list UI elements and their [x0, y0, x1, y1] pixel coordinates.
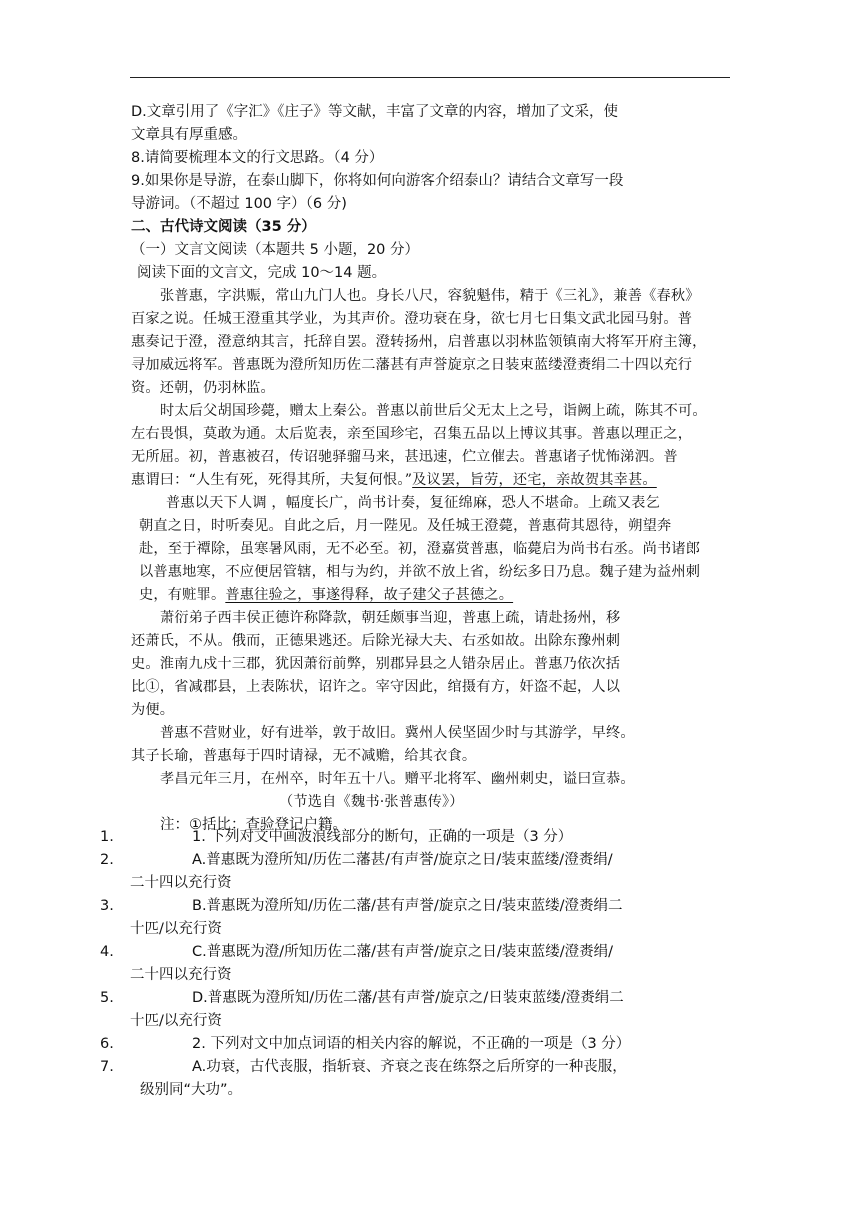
passage-line: 寻加威远将军。普惠既为澄所知历佐二藩甚有声誉旋京之日装束蓝缕澄赉绢二十四以充行	[131, 357, 693, 373]
list-number: 7.	[100, 1059, 114, 1075]
passage-note: 注：①括比：查验登记户籍。	[160, 817, 347, 833]
question-9-line2: 导游词。（不超过 100 字）（6 分)	[131, 196, 347, 212]
passage-line: 以普惠地寒，不应便居管辖，相与为约，并欲不放上省，纷纭多日乃息。魏子建为益州刺	[139, 564, 701, 580]
list-item	[100, 826, 740, 849]
list-number: 1.	[100, 829, 114, 845]
passage-line: 比①，省减郡县，上表陈状，诏许之。宰守因此，绾摄有方，奸盗不起，人以	[131, 679, 621, 695]
passage-line: 萧衍弟子西丰侯正德许称降款，朝廷颇事当迎，普惠上疏，请赴扬州，移	[160, 610, 621, 626]
passage-line: 孝昌元年三月，在州卒，时年五十八。赠平北将军、幽州刺史，谥曰宣恭。	[160, 771, 635, 787]
list-item	[100, 895, 740, 941]
underlined-sentence: 及议罢，旨劳，还宅，亲故贺其幸甚。	[412, 472, 657, 488]
passage-line: 无所屈。初，普惠被召，传诏驰驿骝马来，甚迅速，伫立催去。普惠诸子忧怖涕泗。普	[131, 449, 678, 465]
section-subtitle: （一）文言文阅读（本题共 5 小题，20 分）	[131, 242, 420, 258]
list-item	[100, 941, 740, 987]
passage-text: 惠谓曰：“人生有死，死得其所，夫复何恨。”	[131, 472, 413, 488]
list-number: 6.	[100, 1036, 114, 1052]
passage-line: 百家之说。任城王澄重其学业，为其声价。澄功衰在身，欲七月七日集文武北园马射。普	[131, 311, 693, 327]
list-text: B.普惠既为澄所知/历佐二藩/甚有声誉/旋京之日/装束蓝缕/澄赉绢二	[192, 898, 623, 914]
list-item	[100, 987, 740, 1033]
passage-line: 普惠不营财业，好有进举，敦于故旧。冀州人侯坚固少时与其游学，早终。	[160, 725, 635, 741]
list-text: A.普惠既为澄所知/历佐二藩甚/有声誉/旋京之日/装束蓝缕/澄赉绢/	[192, 852, 613, 868]
list-text-continued: 十匹/以充行资	[130, 921, 222, 937]
list-text-continued: 十匹/以充行资	[130, 1013, 222, 1029]
passage-line: 为便。	[131, 702, 175, 718]
passage-line: 惠奏记于澄，澄意纳其言，托辞自罢。澄转扬州，启普惠以羽林监领镇南大将军开府主簿，	[131, 334, 707, 350]
list-text-continued: 二十四以充行资	[130, 967, 232, 983]
passage-line: 张普惠，字洪赈，常山九门人也。身长八尺，容貌魁伟，精于《三礼》，兼善《春秋》	[160, 288, 700, 304]
list-text: 2. 下列对文中加点词语的相关内容的解说，不正确的一项是（3 分）	[192, 1036, 631, 1052]
list-text: C.普惠既为澄/所知历佐二藩/甚有声誉/旋京之日/装束蓝缕/澄赉绢/	[192, 944, 614, 960]
passage-line: 朝直之日，时听奏见。自此之后，月一陛见。及任城王澄薨，普惠荷其恩待，朔望奔	[139, 518, 672, 534]
list-item	[100, 849, 740, 895]
passage-line	[131, 584, 731, 607]
passage-line	[131, 469, 731, 492]
list-number: 5.	[100, 990, 114, 1006]
list-number: 2.	[100, 852, 114, 868]
section-instruction: 阅读下面的文言文，完成 10～14 题。	[137, 265, 387, 281]
list-item	[100, 1033, 740, 1056]
passage-line: 史。淮南九戍十三郡，犹因萧衍前弊，别郡异县之人错杂居止。普惠乃依次括	[131, 656, 621, 672]
passage-line: 左右畏惧，莫敢为通。太后览表，亲至国珍宅，召集五品以上博议其事。普惠以理正之，	[131, 426, 693, 442]
header-rule	[130, 77, 730, 78]
option-d-line2: 文章具有厚重感。	[131, 127, 247, 143]
passage-line: 其子长瑜，普惠每于四时请禄，无不减赡，给其衣食。	[131, 748, 477, 764]
passage-source: （节选自《魏书·张普惠传》）	[279, 794, 464, 810]
section-title: 二、古代诗文阅读（35 分）	[131, 219, 316, 235]
list-text-continued: 级别同“大功”。	[140, 1082, 243, 1098]
passage-line: 资。还朝，仍羽林监。	[131, 380, 275, 396]
list-item	[100, 1056, 740, 1102]
passage-line: 赴，至于禫除，虽寒暑风雨，无不必至。初，澄嘉赏普惠，临薨启为尚书右丞。尚书诸郎	[139, 541, 701, 557]
document-content	[131, 101, 731, 837]
list-text: 1. 下列对文中画波浪线部分的断句，正确的一项是（3 分）	[192, 829, 573, 845]
underlined-sentence: 普惠往验之，事遂得释，故子建父子甚德之。	[225, 587, 514, 603]
question-8: 8.请简要梳理本文的行文思路。（4 分）	[131, 150, 384, 166]
list-number: 4.	[100, 944, 114, 960]
passage-line: 普惠以天下人调 ，幅度长广，尚书计奏，复征绵麻，恐人不堪命。上疏又表乞	[166, 495, 660, 511]
passage-line: 还萧氏，不从。俄而，正德果逃还。后除光禄大夫、右丞如故。出除东豫州刺	[131, 633, 621, 649]
list-text: A.功衰，古代丧服，指斩衰、齐衰之丧在练祭之后所穿的一种丧服，	[192, 1059, 627, 1075]
passage-text: 史，有赃罪。	[139, 587, 226, 603]
question-list	[100, 826, 740, 1102]
passage-line: 时太后父胡国珍薨，赠太上秦公。普惠以前世后父无太上之号，诣阙上疏，陈其不可。	[160, 403, 707, 419]
option-d-line1: D.文章引用了《字汇》《庄子》等文献，丰富了文章的内容，增加了文采，使	[131, 104, 619, 120]
list-text-continued: 二十四以充行资	[130, 875, 232, 891]
question-9-line1: 9.如果你是导游，在泰山脚下，你将如何向游客介绍泰山？请结合文章写一段	[131, 173, 624, 189]
list-number: 3.	[100, 898, 114, 914]
list-text: D.普惠既为澄所知/历佐二藩/甚有声誉/旋京之/日装束蓝缕/澄赉绢二	[192, 990, 624, 1006]
